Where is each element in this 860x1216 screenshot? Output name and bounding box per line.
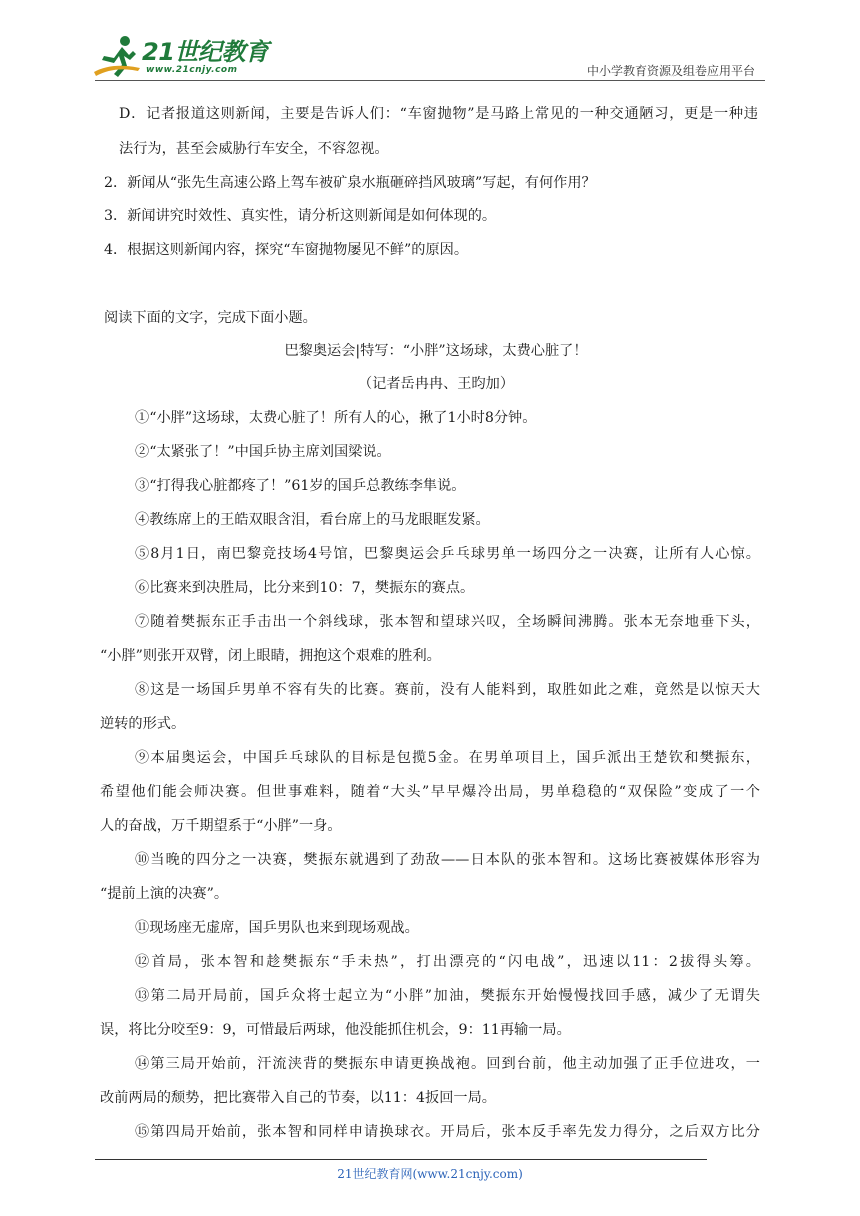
runner-logo-icon: [92, 32, 142, 80]
logo-wordmark: 21世纪教育: [142, 38, 269, 66]
article-byline: （记者岳冉冉、王昀加）: [357, 376, 515, 392]
page-header: [0, 0, 860, 90]
footer-link[interactable]: 21世纪教育网(www.21cnjy.com): [337, 1167, 523, 1181]
article-title: 巴黎奥运会|特写：“小胖”这场球，太费心脏了！: [284, 343, 588, 359]
header-divider: [95, 80, 765, 81]
platform-tagline: 中小学教育资源及组卷应用平台: [586, 64, 755, 78]
footer-divider: [95, 1159, 707, 1160]
site-logo: [92, 32, 267, 82]
logo-url: www.21cnjy.com: [146, 65, 238, 75]
